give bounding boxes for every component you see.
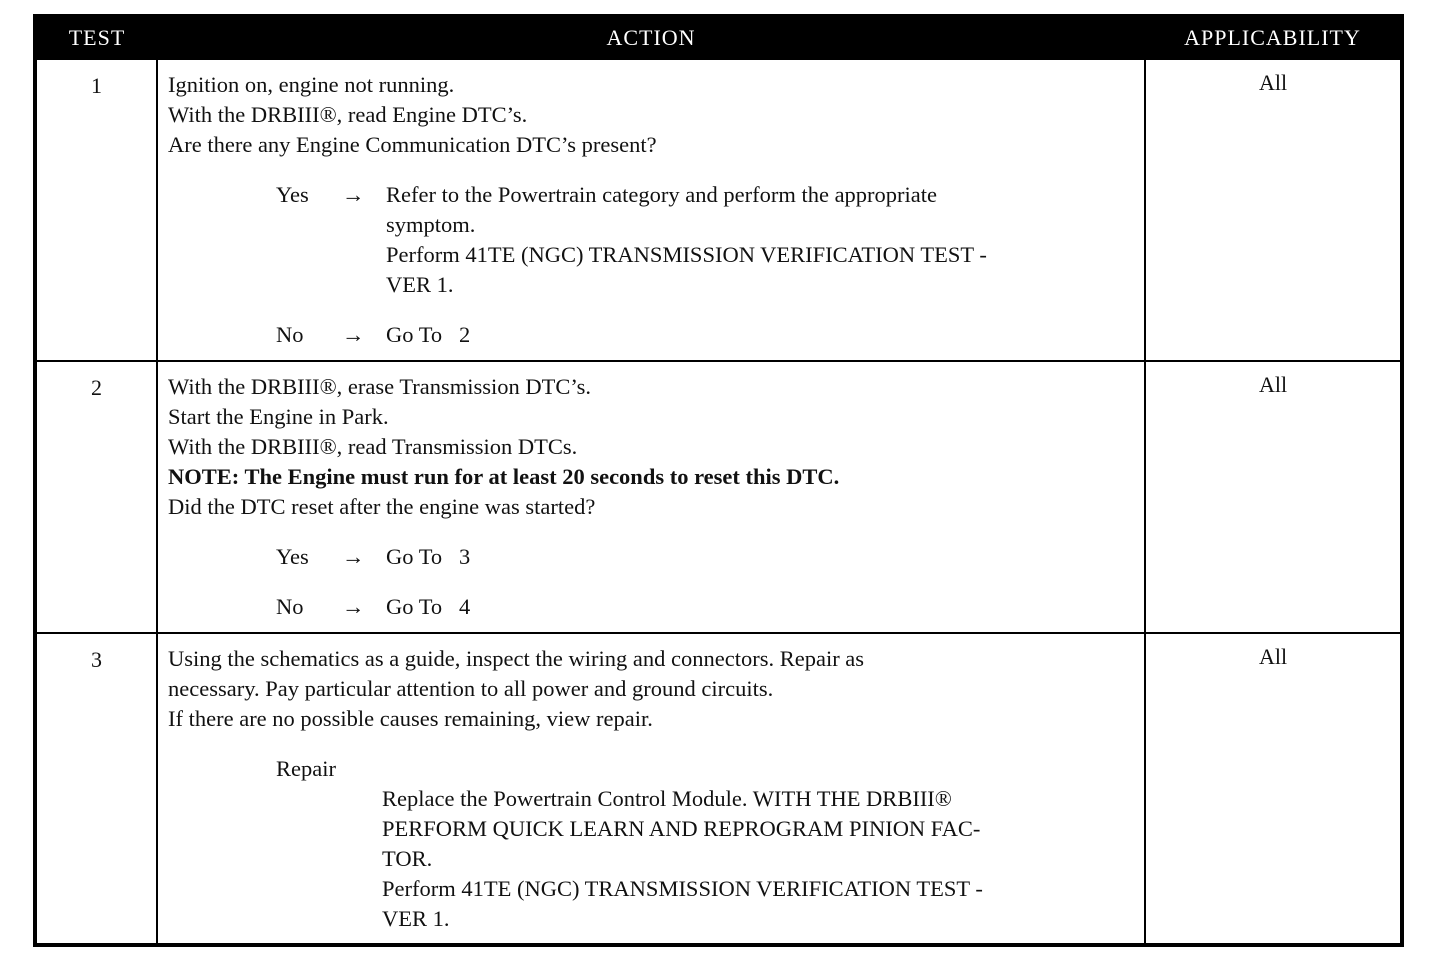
repair-line: Perform 41TE (NGC) TRANSMISSION VERIFICATION TEST - xyxy=(382,876,983,901)
yes-label: Yes xyxy=(276,544,309,569)
no-result: Go To 2 xyxy=(386,322,471,347)
action-line: Are there any Engine Communication DTC’s present? xyxy=(168,132,657,157)
result-line: VER 1. xyxy=(386,272,454,297)
diagnostic-test-table xyxy=(33,14,1404,947)
yes-option xyxy=(168,180,1136,300)
repair-label: Repair xyxy=(276,756,336,781)
result-line: Refer to the Powertrain category and perform the appropriate xyxy=(386,182,938,207)
action-line: With the DRBIII®, read Transmission DTCs. xyxy=(168,434,578,459)
action-line: If there are no possible causes remaining, view repair. xyxy=(168,706,653,731)
action-cell xyxy=(157,59,1145,361)
yes-result xyxy=(386,180,1136,300)
no-label: No xyxy=(276,322,304,347)
action-cell xyxy=(157,361,1145,633)
yes-result: Go To 3 xyxy=(386,544,471,569)
action-line: Start the Engine in Park. xyxy=(168,404,389,429)
applicability-value: All xyxy=(1145,361,1402,633)
repair-instructions xyxy=(382,784,1136,934)
yes-option xyxy=(168,542,1136,572)
result-line: Perform 41TE (NGC) TRANSMISSION VERIFICATION TEST - xyxy=(386,242,987,267)
action-line: Using the schematics as a guide, inspect the wiring and connectors. Repair as xyxy=(168,646,865,671)
right-arrow-icon: → xyxy=(342,182,365,207)
repair-line: PERFORM QUICK LEARN AND REPROGRAM PINION FAC- xyxy=(382,816,981,841)
table-row xyxy=(35,59,1402,361)
no-result: Go To 4 xyxy=(386,594,471,619)
table-row xyxy=(35,361,1402,633)
header-test: TEST xyxy=(35,16,157,59)
repair-line: VER 1. xyxy=(382,906,450,931)
test-number: 2 xyxy=(35,361,157,633)
test-number: 3 xyxy=(35,633,157,945)
right-arrow-icon: → xyxy=(342,594,365,619)
applicability-value: All xyxy=(1145,59,1402,361)
action-cell xyxy=(157,633,1145,945)
note-text: NOTE: The Engine must run for at least 20 seconds to reset this DTC. xyxy=(168,464,840,489)
yes-label: Yes xyxy=(276,182,309,207)
no-option xyxy=(168,320,1136,350)
repair-line: Replace the Powertrain Control Module. WITH THE DRBIII® xyxy=(382,786,952,811)
action-line: With the DRBIII®, read Engine DTC’s. xyxy=(168,102,528,127)
action-line: With the DRBIII®, erase Transmission DTC’s. xyxy=(168,374,592,399)
action-line: necessary. Pay particular attention to all power and ground circuits. xyxy=(168,676,774,701)
right-arrow-icon: → xyxy=(342,544,365,569)
result-line: symptom. xyxy=(386,212,476,237)
repair-line: TOR. xyxy=(382,846,433,871)
table-header-row xyxy=(35,16,1402,59)
table-row xyxy=(35,633,1402,945)
header-applicability: APPLICABILITY xyxy=(1145,16,1402,59)
question-text: Did the DTC reset after the engine was started? xyxy=(168,494,596,519)
header-action: ACTION xyxy=(157,16,1145,59)
right-arrow-icon: → xyxy=(342,322,365,347)
applicability-value: All xyxy=(1145,633,1402,945)
action-line: Ignition on, engine not running. xyxy=(168,72,455,97)
no-option xyxy=(168,592,1136,622)
test-number: 1 xyxy=(35,59,157,361)
no-label: No xyxy=(276,594,304,619)
